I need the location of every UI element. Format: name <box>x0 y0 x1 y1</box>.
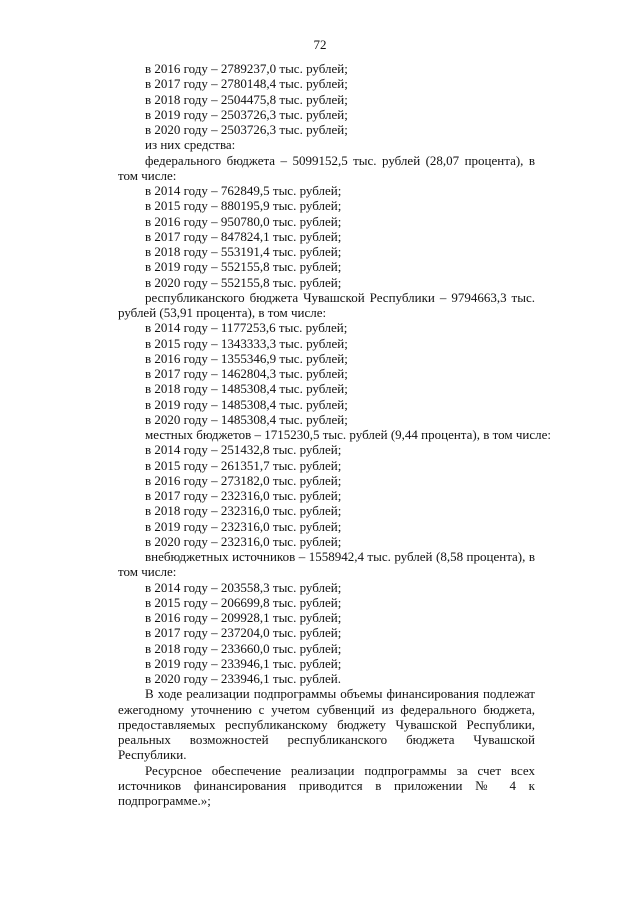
funding-line: в 2014 году – 203558,3 тыс. рублей; <box>145 579 342 595</box>
funding-line: в 2018 году – 233660,0 тыс. рублей; <box>145 640 342 656</box>
funding-line: в 2016 году – 950780,0 тыс. рублей; <box>145 213 342 229</box>
paragraph: федерального бюджета – 5099152,5 тыс. рублей (28,07 процента), в том числе: <box>118 152 535 183</box>
funding-line: в 2019 году – 232316,0 тыс. рублей; <box>145 518 342 534</box>
funding-line: в 2016 году – 209928,1 тыс. рублей; <box>145 610 342 625</box>
funding-line: в 2014 году – 762849,5 тыс. рублей; <box>145 183 342 198</box>
funding-line: в 2020 году – 233946,1 тыс. рублей. <box>145 671 341 686</box>
funding-line: в 2016 году – 273182,0 тыс. рублей; <box>145 472 342 488</box>
funding-line: в 2015 году – 206699,8 тыс. рублей; <box>145 594 342 610</box>
paragraph: Ресурсное обеспечение реализации подпрограммы за счет всех источников финансирования приводится в приложении № 4 к подпрограмме.»; <box>118 762 535 808</box>
funding-line: в 2020 году – 232316,0 тыс. рублей; <box>145 533 342 549</box>
funding-line: в 2018 году – 2504475,8 тыс. рублей; <box>145 91 348 107</box>
funding-line: в 2020 году – 1485308,4 тыс. рублей; <box>145 411 348 427</box>
funding-line: в 2014 году – 1177253,6 тыс. рублей; <box>145 320 348 336</box>
funding-line: в 2018 году – 553191,4 тыс. рублей; <box>145 244 342 259</box>
paragraph: В ходе реализации подпрограммы объемы финансирования подлежат ежегодному уточнению с учетом субвенций из федерального бюджета, предоставляемых республиканскому бюджету Чувашской Республики, реальных возможностей республиканского бюджета Чувашской Республики. <box>118 686 535 763</box>
document-body <box>118 61 551 808</box>
funding-line: в 2017 году – 237204,0 тыс. рублей; <box>145 625 342 641</box>
page-number: 72 <box>313 37 327 52</box>
funding-line: в 2015 году – 880195,9 тыс. рублей; <box>145 198 342 214</box>
funding-line: местных бюджетов – 1715230,5 тыс. рублей (9,44 процента), в том числе: <box>145 427 551 442</box>
funding-line: в 2019 году – 233946,1 тыс. рублей; <box>145 655 342 671</box>
funding-line: в 2020 году – 2503726,3 тыс. рублей; <box>145 122 348 137</box>
funding-line: в 2017 году – 1462804,3 тыс. рублей; <box>145 366 348 381</box>
funding-line: в 2017 году – 2780148,4 тыс. рублей; <box>145 76 348 92</box>
paragraph: внебюджетных источников – 1558942,4 тыс. рублей (8,58 процента), в том числе: <box>118 549 535 580</box>
funding-line: в 2016 году – 2789237,0 тыс. рублей; <box>145 61 348 76</box>
funding-line: в 2015 году – 261351,7 тыс. рублей; <box>145 457 342 473</box>
funding-line: в 2019 году – 1485308,4 тыс. рублей; <box>145 396 348 412</box>
funding-line: в 2015 году – 1343333,3 тыс. рублей; <box>145 335 348 351</box>
funding-line: в 2016 году – 1355346,9 тыс. рублей; <box>145 350 348 366</box>
funding-line: в 2018 году – 1485308,4 тыс. рублей; <box>145 381 348 397</box>
funding-line: в 2020 году – 552155,8 тыс. рублей; <box>145 274 342 290</box>
funding-line: в 2014 году – 251432,8 тыс. рублей; <box>145 442 342 458</box>
funding-line: в 2017 году – 847824,1 тыс. рублей; <box>145 228 342 244</box>
paragraph: республиканского бюджета Чувашской Республики – 9794663,3 тыс. рублей (53,91 процента), в том числе: <box>118 289 535 320</box>
funding-line: в 2019 году – 2503726,3 тыс. рублей; <box>145 106 348 122</box>
funding-line: из них средства: <box>145 137 236 153</box>
funding-line: в 2018 году – 232316,0 тыс. рублей; <box>145 503 342 519</box>
funding-line: в 2019 году – 552155,8 тыс. рублей; <box>145 259 342 275</box>
funding-line: в 2017 году – 232316,0 тыс. рублей; <box>145 488 342 503</box>
